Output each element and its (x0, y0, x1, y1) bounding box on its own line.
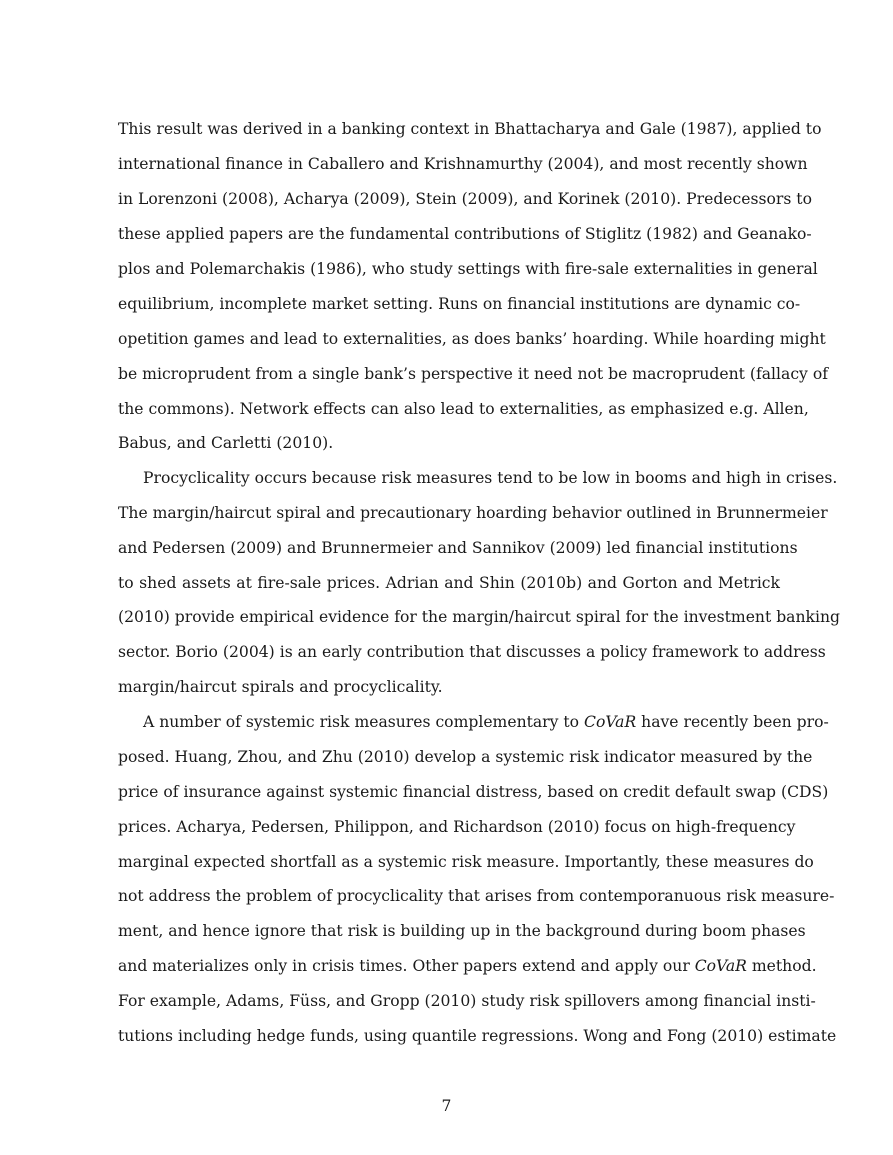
text-line: For example, Adams, Füss, and Gropp (2010) study risk spillovers among financial insti- (118, 992, 816, 1010)
text-line: margin/haircut spirals and procyclicality. (118, 678, 443, 696)
text-line: and Pedersen (2009) and Brunnermeier and Sannikov (2009) led financial institutions (118, 539, 798, 557)
text-line (143, 710, 829, 734)
text-line: The margin/haircut spiral and precautionary hoarding behavior outlined in Brunnermeier (118, 504, 828, 522)
text-line: prices. Acharya, Pedersen, Philippon, and Richardson (2010) focus on high-frequency (118, 818, 796, 836)
text-line: sector. Borio (2004) is an early contribution that discusses a policy framework to address (118, 643, 826, 661)
page-number: 7 (441, 1097, 452, 1115)
text-line: posed. Huang, Zhou, and Zhu (2010) develop a systemic risk indicator measured by the (118, 748, 813, 766)
text-line: (2010) provide empirical evidence for the margin/haircut spiral for the investment banking (118, 608, 840, 626)
text-line: in Lorenzoni (2008), Acharya (2009), Stein (2009), and Korinek (2010). Predecessors to (118, 190, 812, 208)
text-line: ment, and hence ignore that risk is building up in the background during boom phases (118, 922, 806, 940)
text-line: be microprudent from a single bank’s perspective it need not be macroprudent (fallacy of (118, 365, 828, 383)
text-line: these applied papers are the fundamental contributions of Stiglitz (1982) and Geanako- (118, 225, 812, 243)
text-line: Procyclicality occurs because risk measures tend to be low in booms and high in crises. (143, 469, 838, 487)
text-line: Babus, and Carletti (2010). (118, 434, 334, 452)
text-line: the commons). Network effects can also lead to externalities, as emphasized e.g. Allen, (118, 400, 809, 418)
covar-term: CoVaR (694, 957, 747, 975)
text-line: marginal expected shortfall as a systemic risk measure. Importantly, these measures do (118, 853, 814, 871)
text-line: plos and Polemarchakis (1986), who study settings with fire-sale externalities in general (118, 260, 818, 278)
text-line: not address the problem of procyclicality that arises from contemporanuous risk measure- (118, 887, 835, 905)
text-segment: A number of systemic risk measures complementary to (143, 713, 585, 731)
text-line: price of insurance against systemic financial distress, based on credit default swap (CDS) (118, 783, 829, 801)
text-segment: and materializes only in crisis times. Other papers extend and apply our (118, 957, 695, 975)
covar-term: CoVaR (584, 713, 637, 731)
text-line: This result was derived in a banking context in Bhattacharya and Gale (1987), applied to (118, 120, 822, 138)
text-segment: method. (746, 957, 817, 975)
text-line: equilibrium, incomplete market setting. Runs on financial institutions are dynamic co- (118, 295, 801, 313)
text-line: opetition games and lead to externalities, as does banks’ hoarding. While hoarding might (118, 330, 826, 348)
text-line (118, 954, 817, 978)
text-segment: have recently been pro- (636, 713, 829, 731)
text-line: tutions including hedge funds, using quantile regressions. Wong and Fong (2010) estimate (118, 1027, 837, 1045)
text-line: international finance in Caballero and Krishnamurthy (2004), and most recently shown (118, 155, 808, 173)
text-line: to shed assets at fire-sale prices. Adrian and Shin (2010b) and Gorton and Metrick (118, 574, 780, 592)
